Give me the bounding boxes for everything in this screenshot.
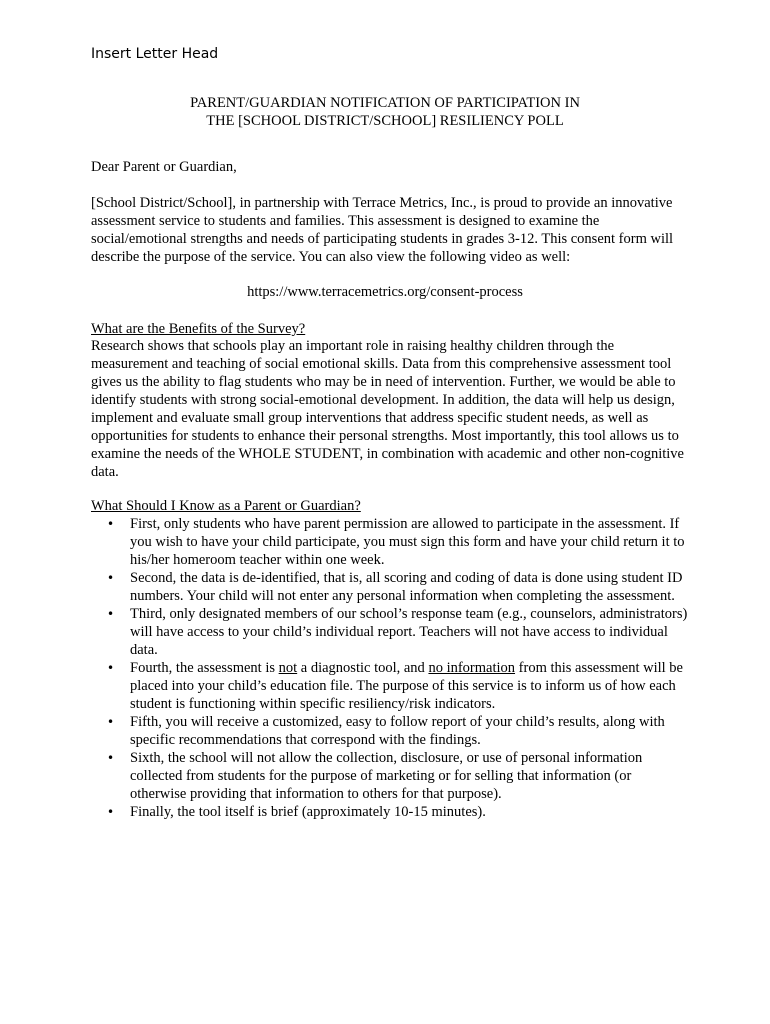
greeting: Dear Parent or Guardian, <box>91 159 237 175</box>
bullet-icon: • <box>107 805 115 819</box>
benefits-heading: What are the Benefits of the Survey? <box>91 321 306 337</box>
benefits-paragraph: Research shows that schools play an important role in raising healthy children through the measurement and teaching of social emotional skills. Data from this comprehensive assessment tool gives us the ability to flag students who may be in need of intervention. Further, we would be able to identify students with strong social-emotional development. In addition, the data will help us design, implement and evaluate small group interventions that address specific student needs, as well as opportunities for students to enhance their personal strengths. Most importantly, this tool allows us to examine the needs of the WHOLE STUDENT, in combination with academic and other non-cognitive data. <box>91 338 684 480</box>
intro-paragraph: [School District/School], in partnership with Terrace Metrics, Inc., is proud to provide an innovative assessment service to students and families. This assessment is designed to examine the social/emotional strengths and needs of participating students in grades 3-12. This consent form will describe the purpose of the service. You can also view the following video as well: <box>91 195 674 265</box>
text-segment: from this assessment will be placed into your child’s education file. The purpose of this service is to inform us of how each student is functioning within specific resiliency/risk indicators. <box>130 660 683 712</box>
bullet-icon: • <box>107 607 115 621</box>
text-segment: Fourth, the assessment is <box>130 660 279 676</box>
list-item-text: Third, only designated members of our school’s response team (e.g., counselors, administrators) will have access to your child’s individual report. Teachers will not have access to individual data. <box>130 606 688 658</box>
title-line-1: PARENT/GUARDIAN NOTIFICATION OF PARTICIPATION IN <box>190 95 580 111</box>
document-title <box>0 94 770 130</box>
list-item-text: Second, the data is de-identified, that is, all scoring and coding of data is done using student ID numbers. Your child will not enter any personal information when completing the assessment. <box>130 570 683 604</box>
bullet-icon: • <box>107 571 115 585</box>
guardian-heading: What Should I Know as a Parent or Guardian? <box>91 498 361 514</box>
list-item-text: Finally, the tool itself is brief (approximately 10-15 minutes). <box>130 804 486 820</box>
bullet-icon: • <box>107 661 115 675</box>
list-item <box>91 749 691 803</box>
list-item <box>91 713 691 749</box>
guardian-bullet-list <box>91 515 691 821</box>
list-item <box>91 569 691 605</box>
video-url: https://www.terracemetrics.org/consent-process <box>247 284 523 300</box>
list-item <box>91 515 691 569</box>
list-item-text: First, only students who have parent permission are allowed to participate in the assessment. If you wish to have your child participate, you must sign this form and have your child return it to his/her homeroom teacher within one week. <box>130 516 685 568</box>
emphasis-no-information: no information <box>428 660 516 676</box>
bullet-icon: • <box>107 751 115 765</box>
list-item-text: Sixth, the school will not allow the collection, disclosure, or use of personal information collected from students for the purpose of marketing or for selling that information (or otherwise providing that information to others for that purpose). <box>130 750 643 802</box>
list-item-text <box>130 660 683 712</box>
bullet-icon: • <box>107 517 115 531</box>
list-item <box>91 605 691 659</box>
title-line-2: THE [SCHOOL DISTRICT/SCHOOL] RESILIENCY POLL <box>206 113 564 129</box>
text-segment: a diagnostic tool, and <box>297 660 429 676</box>
bullet-icon: • <box>107 715 115 729</box>
list-item-text: Fifth, you will receive a customized, easy to follow report of your child’s results, along with specific recommendations that correspond with the findings. <box>130 714 665 748</box>
list-item <box>91 659 691 713</box>
list-item <box>91 803 691 821</box>
emphasis-not: not <box>278 660 298 676</box>
letterhead-placeholder: Insert Letter Head <box>91 46 219 62</box>
